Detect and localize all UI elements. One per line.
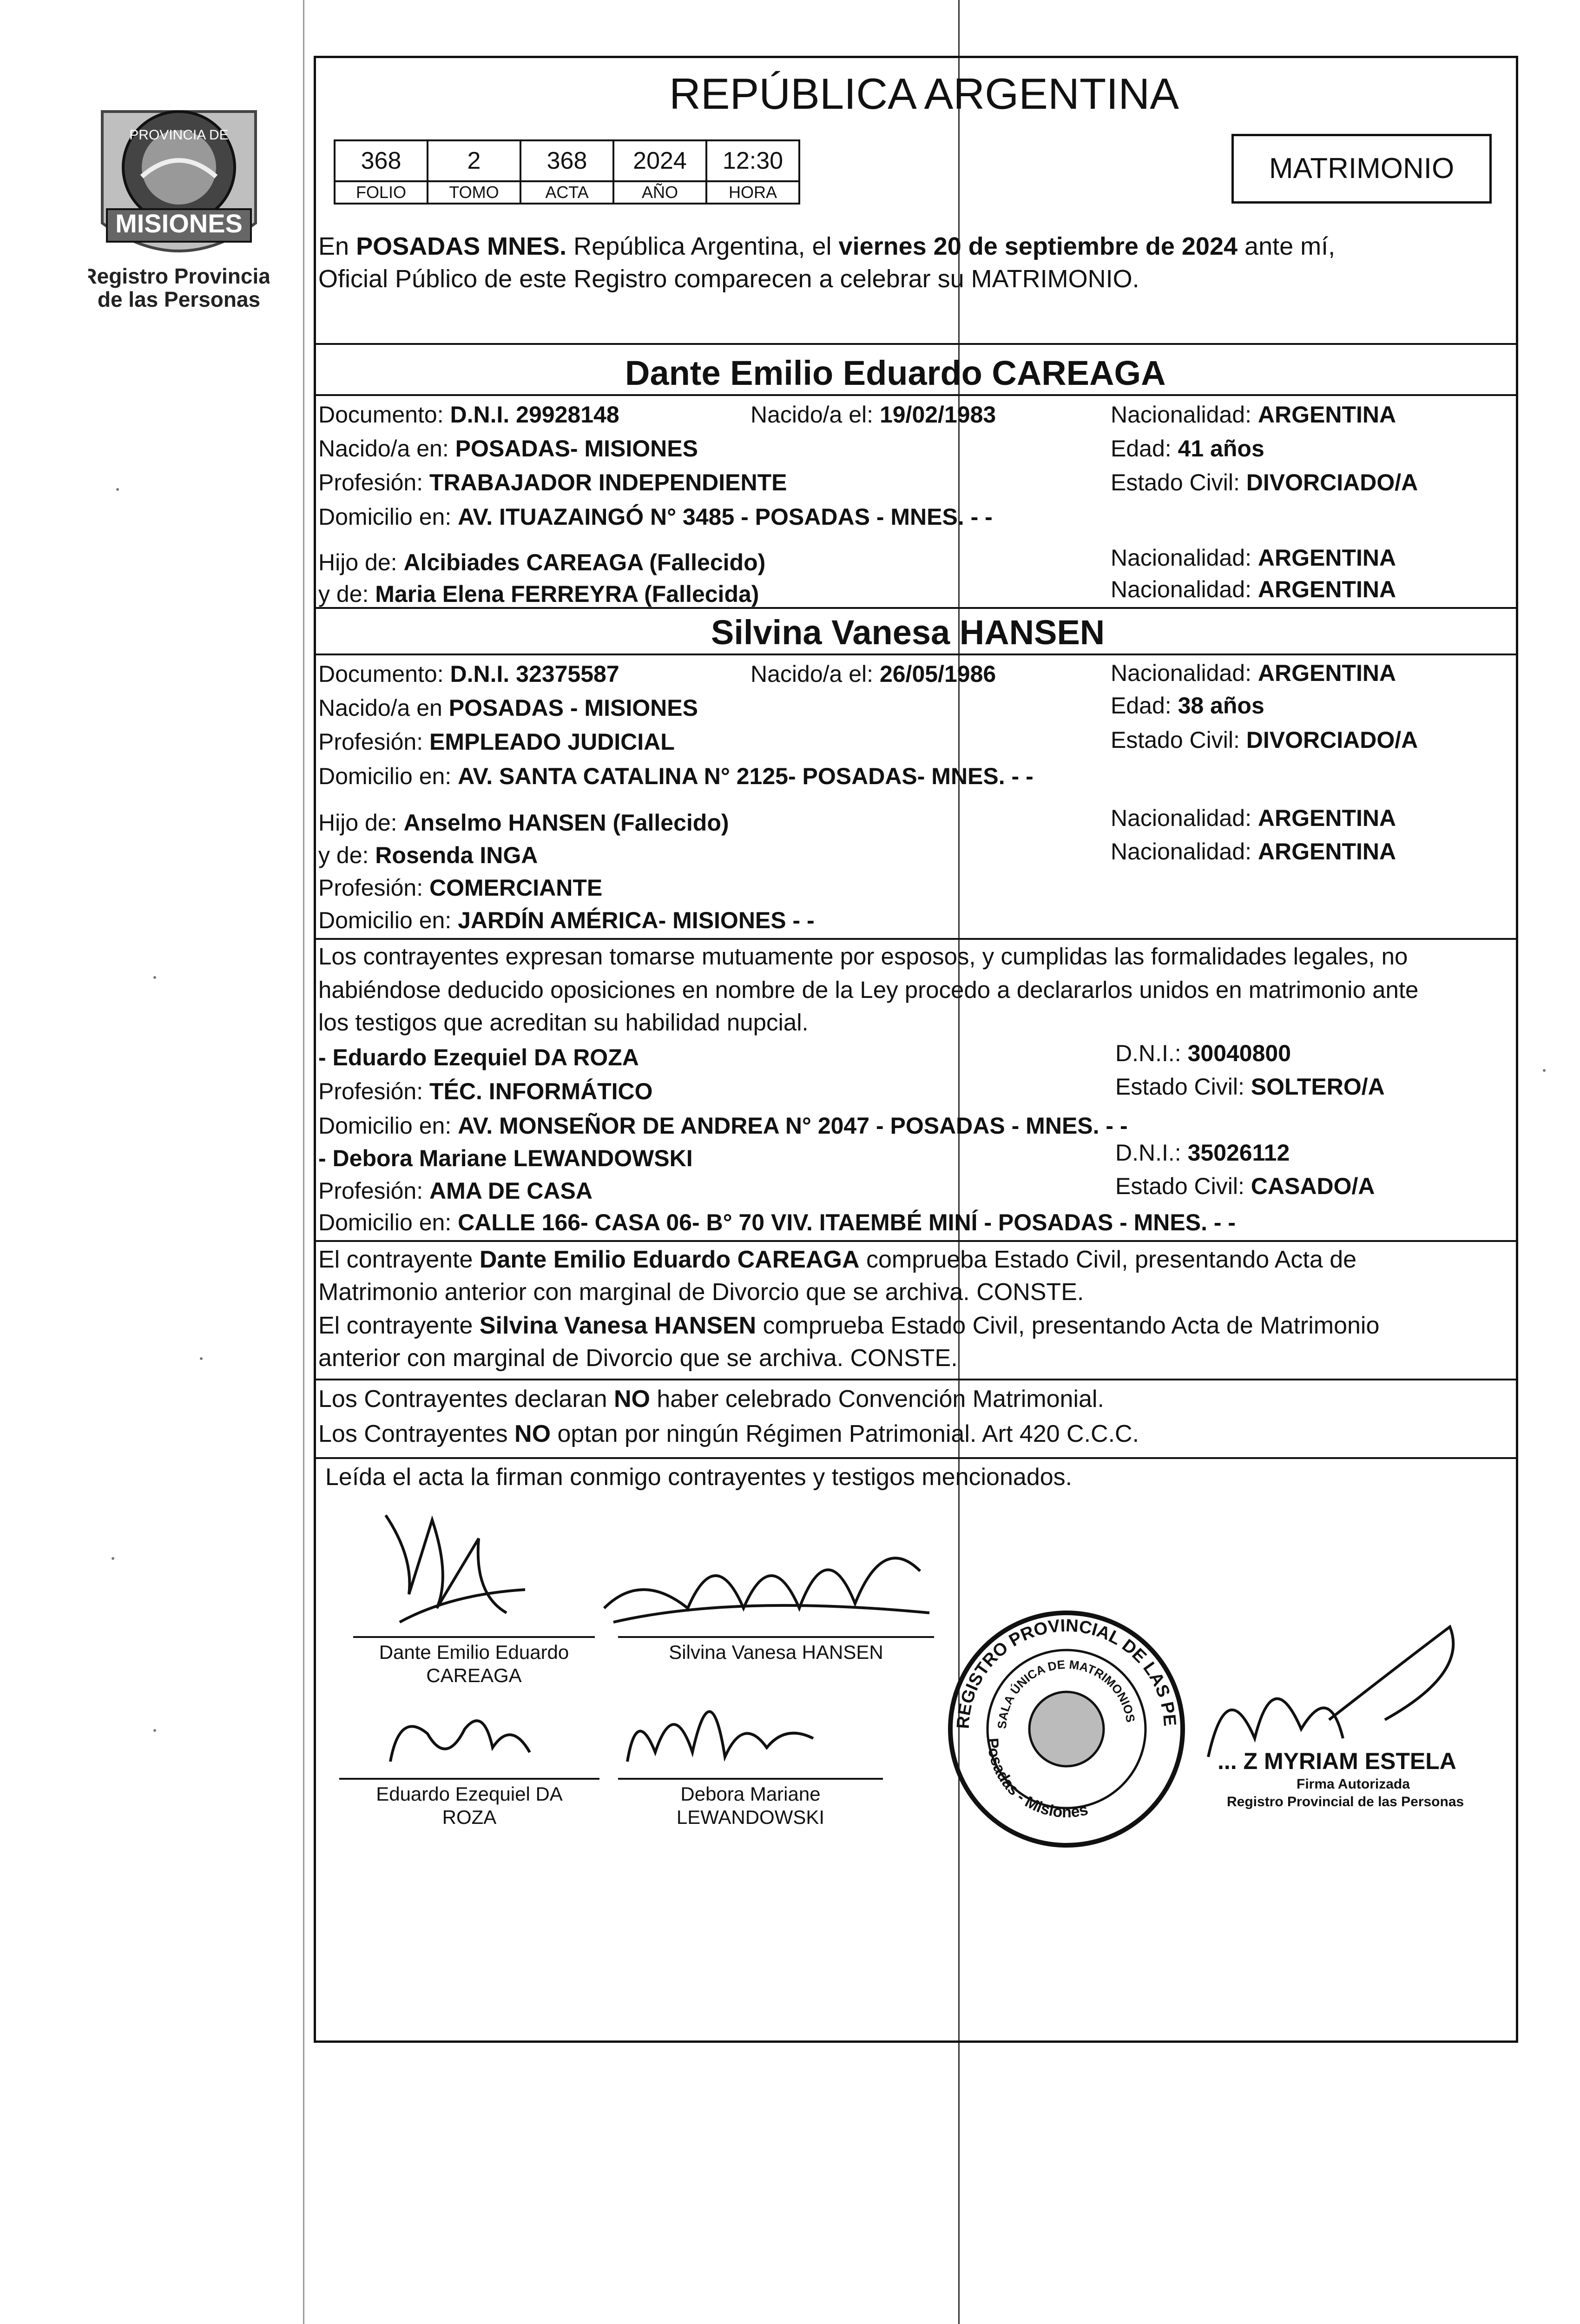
signature-debora — [618, 1659, 832, 1780]
witness1-dni: D.N.I.: 30040800 — [1115, 1040, 1291, 1066]
signature-dante — [358, 1501, 553, 1641]
signature-line-3 — [339, 1778, 599, 1780]
witness2-civil-status: Estado Civil: CASADO/A — [1115, 1173, 1375, 1199]
declaration-line-1: Los contrayentes expresan tomarse mutuamente por esposos, y cumplidas las formalidades legales, no — [318, 943, 1408, 970]
note-2-line-2: anterior con marginal de Divorcio que se archiva. CONSTE. — [318, 1345, 958, 1372]
spouse1-address: Domicilio en: AV. ITUAZAINGÓ N° 3485 - POSADAS - MNES. - - — [318, 504, 993, 530]
divider-notes — [314, 1240, 1518, 1242]
spouse2-name: Silvina Vanesa HANSEN — [711, 613, 1105, 652]
spouse2-mother-nationality: Nacionalidad: ARGENTINA — [1111, 838, 1396, 865]
signature-silvina — [595, 1515, 948, 1636]
anio-label: AÑO — [613, 181, 706, 204]
tomo-label: TOMO — [428, 181, 520, 204]
witness2-name: - Debora Mariane LEWANDOWSKI — [318, 1145, 693, 1171]
note-2-line-1: El contrayente Silvina Vanesa HANSEN comprueba Estado Civil, presentando Acta de Matrimonio — [318, 1312, 1380, 1339]
scan-speck — [153, 1729, 156, 1732]
svg-text:SALA ÚNICA DE MATRIMONIOS: SALA ÚNICA DE MATRIMONIOS — [994, 1657, 1138, 1730]
spouse1-civil-status: Estado Civil: DIVORCIADO/A — [1111, 469, 1418, 495]
intro-line-1: En POSADAS MNES. República Argentina, el viernes 20 de septiembre de 2024 ante mí, — [318, 232, 1336, 260]
hora-label: HORA — [706, 181, 799, 204]
signature-eduardo — [372, 1692, 567, 1785]
official-name: ... Z MYRIAM ESTELA — [1218, 1748, 1456, 1774]
tomo-value: 2 — [428, 140, 520, 181]
document-title: REPÚBLICA ARGENTINA — [669, 69, 1179, 118]
registry-logo — [88, 70, 270, 330]
witness1-civil-status: Estado Civil: SOLTERO/A — [1115, 1074, 1385, 1100]
spouse1-document: Documento: D.N.I. 29928148 — [318, 402, 619, 428]
spouse1-birthdate: Nacido/a el: 19/02/1983 — [750, 402, 996, 428]
note-1-line-1: El contrayente Dante Emilio Eduardo CAREAGA comprueba Estado Civil, presentando Acta de — [318, 1246, 1357, 1273]
witness1-address: Domicilio en: AV. MONSEÑOR DE ANDREA N° 2047 - POSADAS - MNES. - - — [318, 1113, 1128, 1139]
act-type-box: MATRIMONIO — [1231, 134, 1492, 204]
official-role: Firma Autorizada — [1297, 1776, 1410, 1792]
divider-spouse2-data — [314, 654, 1518, 655]
spouse2-civil-status: Estado Civil: DIVORCIADO/A — [1111, 727, 1418, 753]
declaration-line-2: habiéndose deducido oposiciones en nombre de la Ley procedo a declararlos unidos en matrimonio ante — [318, 977, 1419, 1003]
spouse2-father: Hijo de: Anselmo HANSEN (Fallecido) — [318, 810, 729, 836]
spouse2-nationality: Nacionalidad: ARGENTINA — [1111, 660, 1396, 686]
spouse2-birthdate: Nacido/a el: 26/05/1986 — [750, 661, 996, 687]
signature-label-4: Debora Mariane LEWANDOWSKI — [676, 1783, 825, 1828]
seal-stamp-icon — [936, 1599, 1197, 1859]
intro-line-2: Oficial Público de este Registro comparecen a celebrar su MATRIMONIO. — [318, 265, 1139, 293]
hora-value: 12:30 — [706, 140, 799, 181]
svg-text:Registro Provincial: Registro Provincial — [88, 264, 270, 288]
witness1-name: - Eduardo Ezequiel DA ROZA — [318, 1044, 639, 1070]
note-1-line-2: Matrimonio anterior con marginal de Divorcio que se archiva. CONSTE. — [318, 1279, 1084, 1306]
signature-label-3: Eduardo Ezequiel DA ROZA — [376, 1783, 563, 1828]
scan-speck — [200, 1357, 203, 1360]
signature-label-2: Silvina Vanesa HANSEN — [669, 1641, 883, 1663]
svg-text:de las Personas: de las Personas — [97, 287, 261, 311]
scan-speck — [153, 976, 156, 979]
witness2-dni: D.N.I.: 35026112 — [1115, 1140, 1290, 1166]
spouse2-profession: Profesión: EMPLEADO JUDICIAL — [318, 729, 675, 755]
official-office: Registro Provincial de las Personas — [1227, 1794, 1464, 1809]
record-number-table — [334, 139, 800, 205]
left-scan-line — [303, 0, 304, 2324]
spouse1-nationality: Nacionalidad: ARGENTINA — [1111, 402, 1396, 428]
signature-label-1: Dante Emilio Eduardo CAREAGA — [379, 1641, 569, 1686]
note-3: Los Contrayentes declaran NO haber celebrado Convención Matrimonial. — [318, 1386, 1104, 1413]
spouse1-mother-nationality: Nacionalidad: ARGENTINA — [1111, 576, 1396, 602]
anio-value: 2024 — [613, 140, 706, 181]
svg-text:PROVINCIA DE: PROVINCIA DE — [129, 127, 229, 143]
witness2-profession: Profesión: AMA DE CASA — [318, 1178, 592, 1204]
signature-line-4 — [618, 1778, 883, 1780]
note-4: Los Contrayentes NO optan por ningún Régimen Patrimonial. Art 420 C.C.C. — [318, 1420, 1139, 1447]
spouse2-mother: y de: Rosenda INGA — [318, 842, 538, 868]
spouse1-age: Edad: 41 años — [1111, 436, 1264, 462]
spouse2-address: Domicilio en: AV. SANTA CATALINA N° 2125- POSADAS- MNES. - - — [318, 763, 1034, 789]
scan-speck — [112, 1557, 114, 1560]
acta-label: ACTA — [520, 181, 613, 204]
spouse2-father-nationality: Nacionalidad: ARGENTINA — [1111, 805, 1396, 831]
spouse2-age: Edad: 38 años — [1111, 693, 1264, 719]
folio-value: 368 — [335, 140, 428, 181]
divider-signatures — [314, 1457, 1518, 1459]
divider-declaration — [314, 938, 1518, 940]
svg-text:MISIONES: MISIONES — [115, 209, 243, 238]
signature-line-2 — [618, 1636, 934, 1638]
closing-statement: Leída el acta la firman conmigo contrayentes y testigos mencionados. — [325, 1464, 1073, 1491]
svg-text:REGISTRO PROVINCIAL DE LAS PER: REGISTRO PROVINCIAL DE LAS PE — [953, 1616, 1180, 1730]
coat-of-arms-icon — [88, 70, 270, 330]
divider-spouse2 — [314, 607, 1518, 609]
svg-text:Posadas - Misiones: Posadas - Misiones — [983, 1737, 1090, 1822]
spouse1-father-nationality: Nacionalidad: ARGENTINA — [1111, 545, 1396, 571]
spouse1-father: Hijo de: Alcibiades CAREAGA (Fallecido) — [318, 549, 766, 575]
witness2-address: Domicilio en: CALLE 166- CASA 06- B° 70 VIV. ITAEMBÉ MINÍ - POSADAS - MNES. - - — [318, 1209, 1236, 1235]
folio-label: FOLIO — [335, 181, 428, 204]
divider-spouse1 — [314, 343, 1518, 345]
spouse2-birthplace: Nacido/a en POSADAS - MISIONES — [318, 695, 698, 721]
acta-value: 368 — [520, 140, 613, 181]
official-seal — [936, 1599, 1197, 1859]
spouse2-mother-profession: Profesión: COMERCIANTE — [318, 875, 603, 901]
witness1-profession: Profesión: TÉC. INFORMÁTICO — [318, 1078, 653, 1104]
divider-regime — [314, 1379, 1518, 1380]
divider-spouse1-data — [314, 394, 1518, 396]
spouse1-profession: Profesión: TRABAJADOR INDEPENDIENTE — [318, 469, 787, 495]
spouse2-mother-address: Domicilio en: JARDÍN AMÉRICA- MISIONES - - — [318, 907, 815, 933]
scan-speck — [116, 488, 119, 491]
declaration-line-3: los testigos que acreditan su habilidad nupcial. — [318, 1009, 809, 1036]
spouse1-mother: y de: Maria Elena FERREYRA (Fallecida) — [318, 581, 759, 607]
spouse1-name: Dante Emilio Eduardo CAREAGA — [625, 354, 1166, 392]
signature-line-1 — [353, 1636, 595, 1638]
spouse1-birthplace: Nacido/a en: POSADAS- MISIONES — [318, 436, 698, 462]
scan-speck — [1543, 1069, 1546, 1072]
spouse2-document: Documento: D.N.I. 32375587 — [318, 661, 619, 687]
